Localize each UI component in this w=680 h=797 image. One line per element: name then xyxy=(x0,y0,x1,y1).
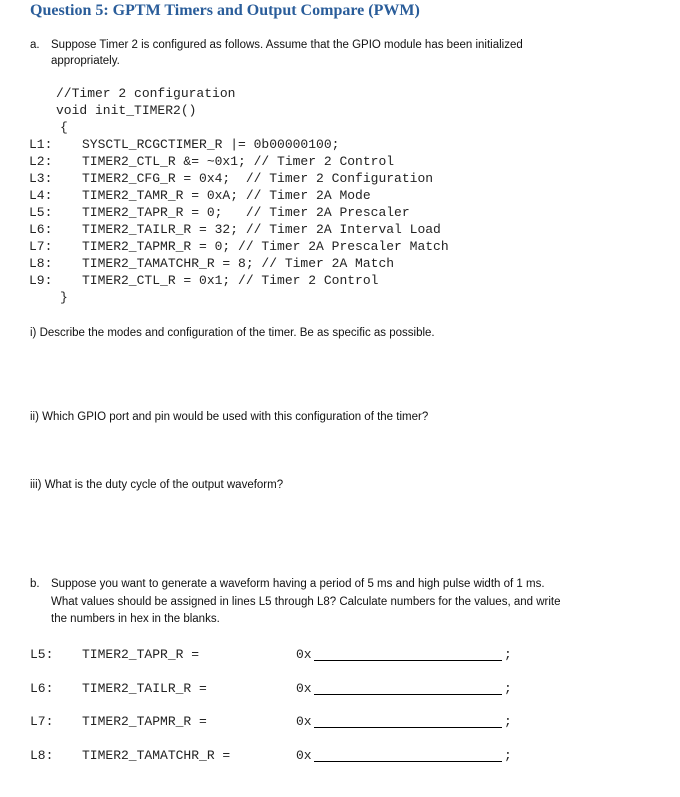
answer-blank-l8[interactable] xyxy=(314,761,502,762)
answer-line-number: L7: xyxy=(30,714,54,729)
answer-semicolon: ; xyxy=(504,748,512,763)
part-a-marker: a. xyxy=(30,39,40,51)
line-number: L9: xyxy=(29,273,53,288)
answer-line-number: L6: xyxy=(30,681,54,696)
code-line: TIMER2_TAPMR_R = 0; // Timer 2A Prescaler Match xyxy=(82,239,449,254)
code-open-brace: { xyxy=(60,120,68,135)
answer-register: TIMER2_TAPMR_R = xyxy=(82,714,207,729)
line-number: L8: xyxy=(29,256,53,271)
question-title: Question 5: GPTM Timers and Output Compare (PWM) xyxy=(30,2,420,19)
answer-blank-l5[interactable] xyxy=(314,660,502,661)
answer-hex-prefix: 0x xyxy=(296,748,312,763)
part-a-text-line-2: appropriately. xyxy=(51,55,120,67)
line-number: L4: xyxy=(29,188,53,203)
answer-line-number: L8: xyxy=(30,748,54,763)
answer-register: TIMER2_TAPR_R = xyxy=(82,647,200,662)
line-number: L2: xyxy=(29,154,53,169)
part-a-text-line-1: Suppose Timer 2 is configured as follows. Assume that the GPIO module has been initialized xyxy=(51,39,523,51)
line-number: L1: xyxy=(29,137,53,152)
answer-semicolon: ; xyxy=(504,714,512,729)
code-line: TIMER2_TAILR_R = 32; // Timer 2A Interval Load xyxy=(82,222,441,237)
answer-blank-l7[interactable] xyxy=(314,727,502,728)
question-iii: iii) What is the duty cycle of the output waveform? xyxy=(30,479,284,491)
line-number: L5: xyxy=(29,205,53,220)
question-i: i) Describe the modes and configuration of the timer. Be as specific as possible. xyxy=(30,327,435,339)
part-b-text-line-2: What values should be assigned in lines L5 through L8? Calculate numbers for the values, and write xyxy=(51,596,561,608)
code-line: TIMER2_CTL_R = 0x1; // Timer 2 Control xyxy=(82,273,379,288)
part-b-text-line-1: Suppose you want to generate a waveform having a period of 5 ms and high pulse width of 1 ms. xyxy=(51,578,545,590)
part-b-marker: b. xyxy=(30,578,40,590)
line-number: L7: xyxy=(29,239,53,254)
code-close-brace: } xyxy=(60,290,68,305)
code-line: TIMER2_TAPR_R = 0; // Timer 2A Prescaler xyxy=(82,205,410,220)
code-line: SYSCTL_RCGCTIMER_R |= 0b00000100; xyxy=(82,137,340,152)
code-line: TIMER2_CTL_R &= ~0x1; // Timer 2 Control xyxy=(82,154,395,169)
code-comment: //Timer 2 configuration xyxy=(56,86,236,101)
answer-hex-prefix: 0x xyxy=(296,714,312,729)
code-line: TIMER2_TAMR_R = 0xA; // Timer 2A Mode xyxy=(82,188,371,203)
question-ii: ii) Which GPIO port and pin would be used with this configuration of the timer? xyxy=(30,411,429,423)
part-b-text-line-3: the numbers in hex in the blanks. xyxy=(51,613,220,625)
answer-register: TIMER2_TAMATCHR_R = xyxy=(82,748,231,763)
answer-line-number: L5: xyxy=(30,647,54,662)
answer-hex-prefix: 0x xyxy=(296,681,312,696)
code-signature: void init_TIMER2() xyxy=(56,103,197,118)
answer-semicolon: ; xyxy=(504,681,512,696)
code-line: TIMER2_TAMATCHR_R = 8; // Timer 2A Match xyxy=(82,256,395,271)
answer-register: TIMER2_TAILR_R = xyxy=(82,681,207,696)
code-line: TIMER2_CFG_R = 0x4; // Timer 2 Configuration xyxy=(82,171,434,186)
line-number: L6: xyxy=(29,222,53,237)
line-number: L3: xyxy=(29,171,53,186)
answer-hex-prefix: 0x xyxy=(296,647,312,662)
answer-semicolon: ; xyxy=(504,647,512,662)
answer-blank-l6[interactable] xyxy=(314,694,502,695)
